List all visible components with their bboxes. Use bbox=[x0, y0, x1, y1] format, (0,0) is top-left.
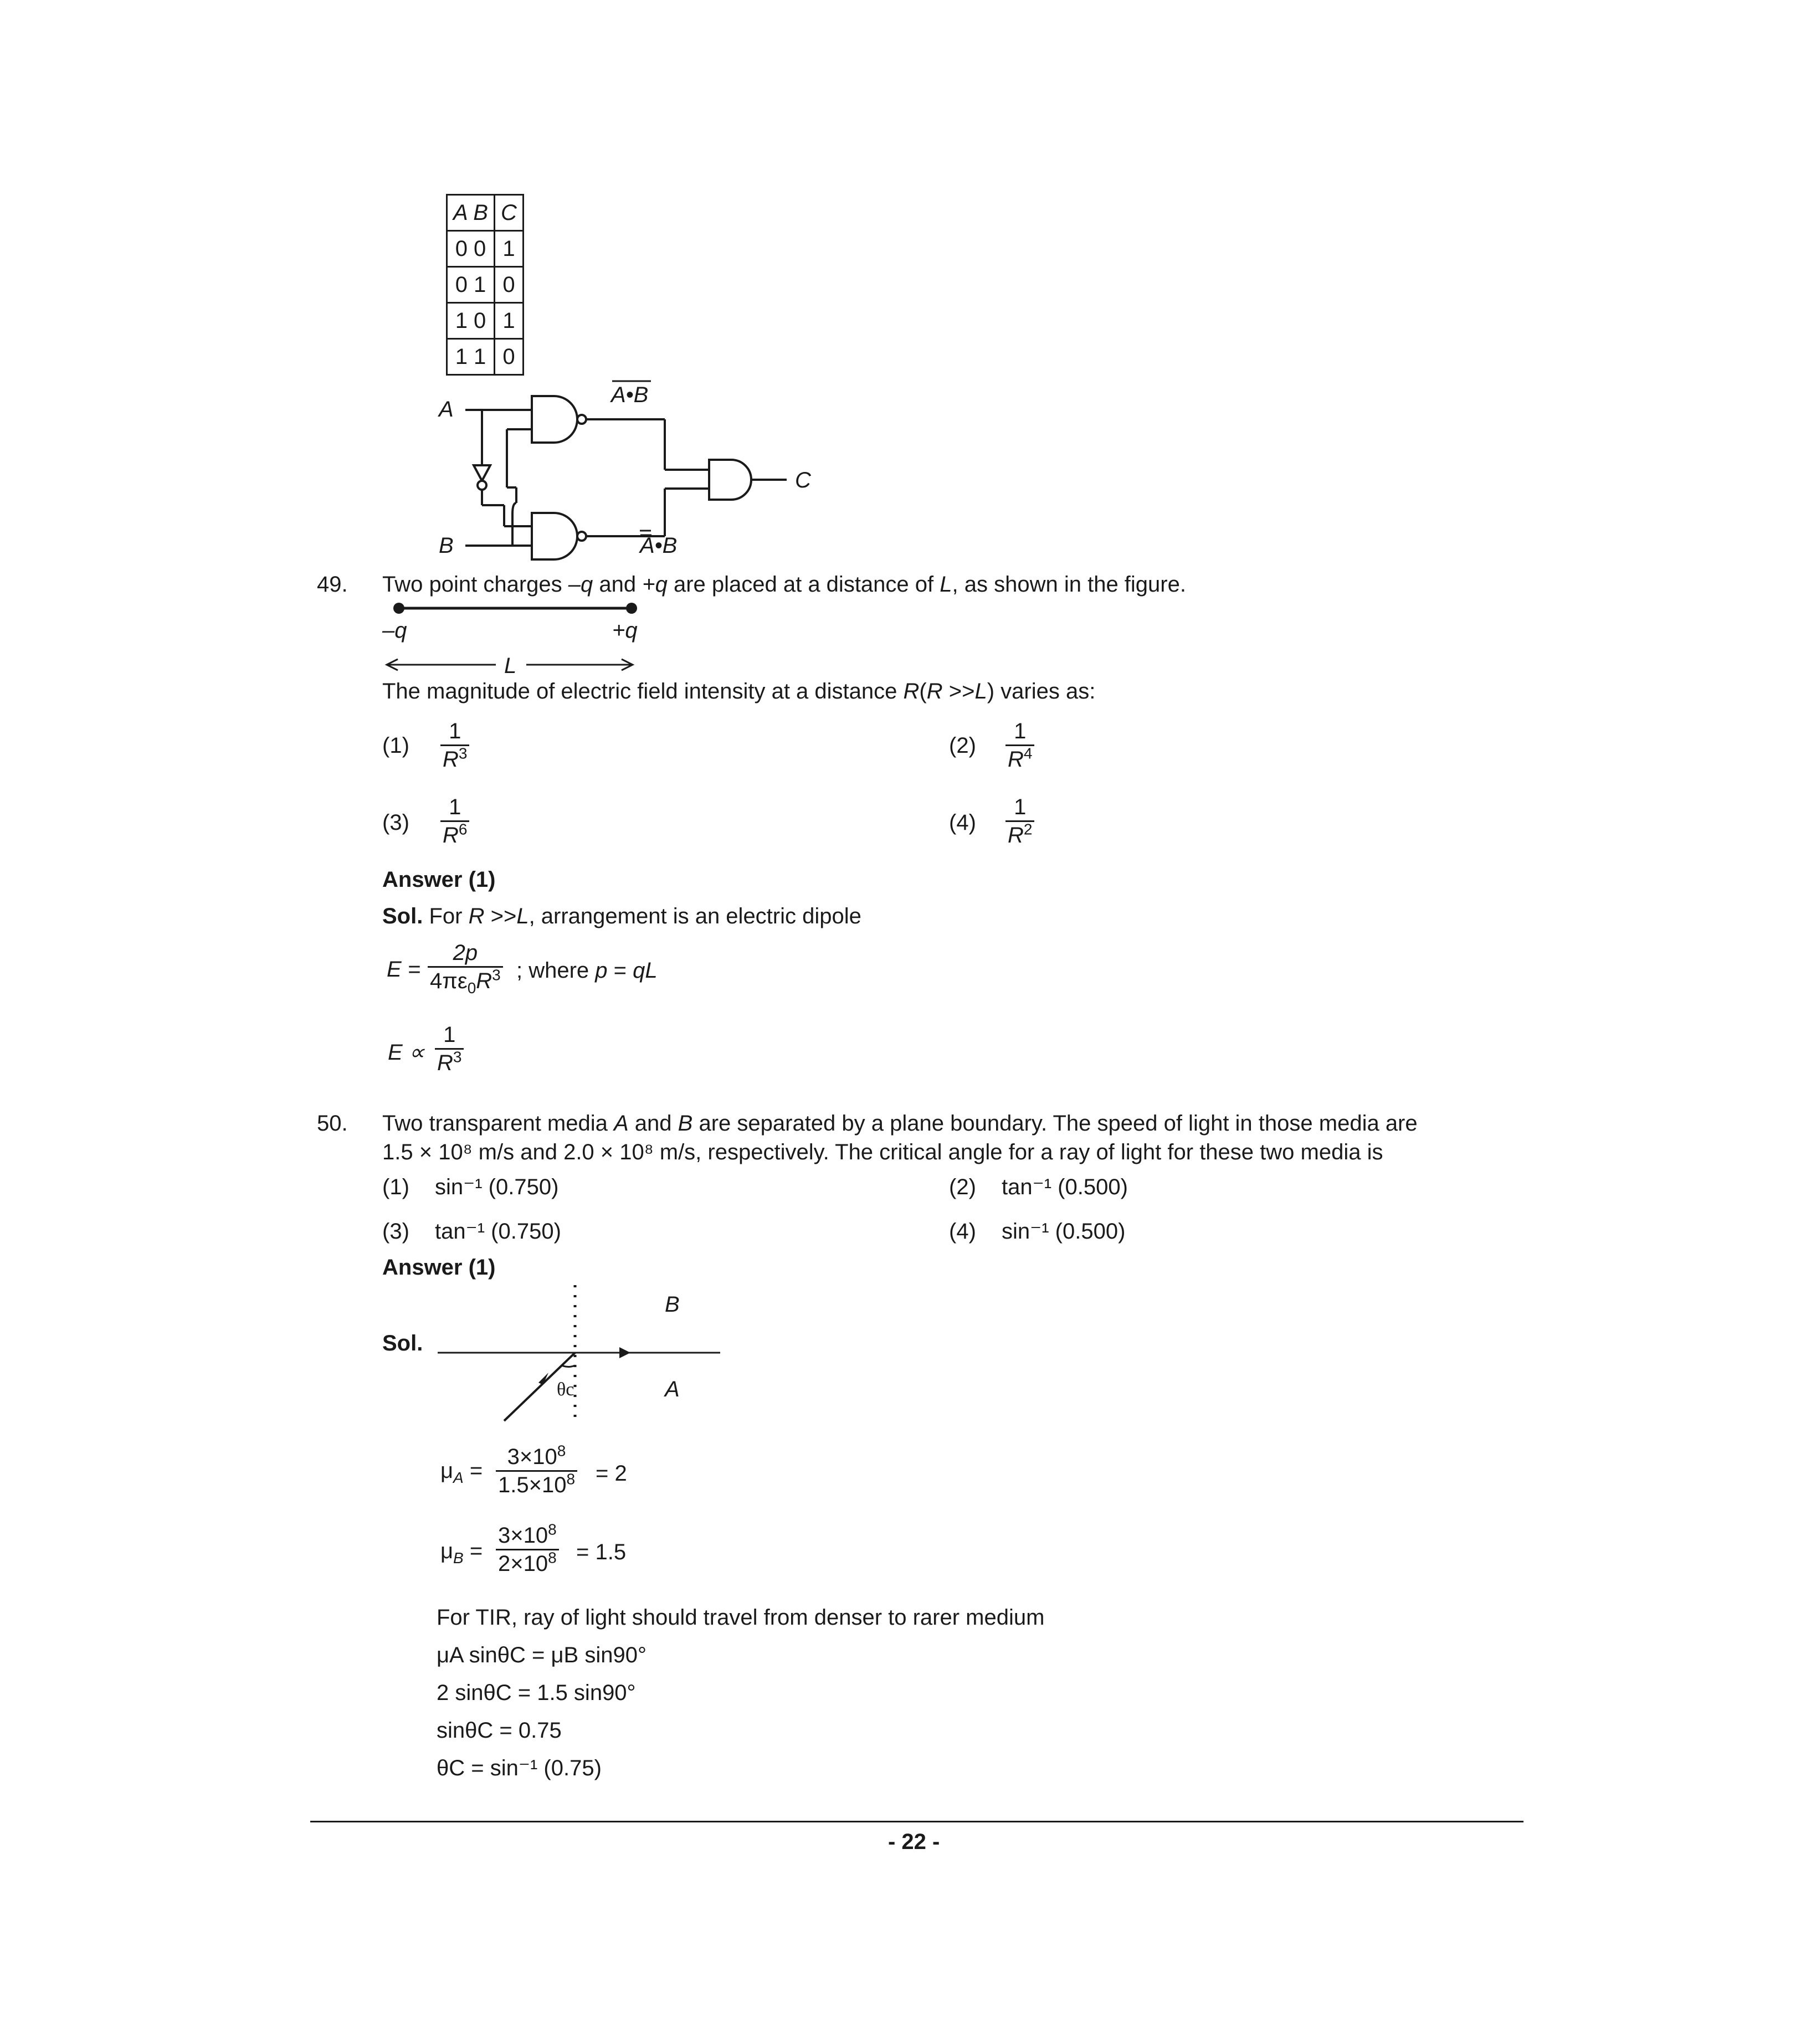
solution-step-3: sinθC = 0.75 bbox=[437, 1718, 562, 1743]
table-cell: 0 1 bbox=[447, 267, 495, 303]
stem-text: –q bbox=[568, 572, 593, 597]
q50-answer: Answer (1) bbox=[382, 1255, 496, 1280]
sol-text: R bbox=[468, 904, 485, 928]
q49-option-4-fraction bbox=[1005, 796, 1034, 846]
fraction-exponent: 6 bbox=[458, 820, 468, 838]
fraction-exponent: 3 bbox=[458, 744, 468, 762]
fraction-exponent: 8 bbox=[566, 1470, 576, 1488]
eq1-lhs: E = bbox=[387, 957, 421, 982]
mu-a-rhs: = 2 bbox=[596, 1461, 627, 1486]
table-cell: 1 1 bbox=[447, 339, 495, 375]
q50-option-2-text: tan⁻¹ (0.500) bbox=[1002, 1175, 1128, 1199]
prompt-text: R bbox=[926, 679, 943, 703]
truth-table-header-c: C bbox=[495, 195, 524, 231]
q50-option-3-text: tan⁻¹ (0.750) bbox=[435, 1219, 561, 1244]
fraction-numerator: 3×10 bbox=[507, 1445, 557, 1469]
footer-divider bbox=[310, 1821, 1523, 1822]
fraction-numerator: 1 bbox=[1014, 795, 1027, 819]
eq-text: = bbox=[607, 958, 633, 983]
eq2-lhs: E ∝ bbox=[388, 1040, 425, 1065]
q50-option-3-number: (3) bbox=[382, 1219, 409, 1244]
table-cell: 1 0 bbox=[447, 303, 495, 339]
q49-stem bbox=[382, 573, 1186, 595]
fraction-base: R bbox=[1008, 823, 1024, 848]
stem-text: A bbox=[614, 1111, 629, 1136]
fraction-exponent: 4 bbox=[1023, 744, 1033, 762]
stem-text: are separated by a plane boundary. The speed of light in those media are bbox=[692, 1111, 1418, 1136]
solution-step-1: μA sinθC = μB sin90° bbox=[437, 1643, 647, 1667]
top-gate-output-label: A•B bbox=[611, 383, 649, 407]
fraction-exponent: 8 bbox=[557, 1442, 566, 1460]
mu-subscript: B bbox=[453, 1549, 464, 1567]
fraction-numerator: 2p bbox=[453, 941, 478, 965]
prompt-text: The magnitude of electric field intensity at a distance bbox=[382, 679, 904, 703]
stem-text: Two transparent media bbox=[382, 1111, 614, 1136]
negative-charge-label: –q bbox=[382, 618, 407, 643]
q49-option-3-fraction bbox=[440, 796, 469, 846]
stem-text: are placed at a distance of bbox=[667, 572, 940, 597]
fraction-exponent: 3 bbox=[453, 1048, 462, 1066]
q50-option-4-number: (4) bbox=[949, 1219, 976, 1244]
table-row bbox=[447, 303, 524, 339]
eq2-fraction bbox=[435, 1024, 464, 1074]
stem-text: Two point charges bbox=[382, 572, 568, 597]
input-b-label: B bbox=[439, 533, 454, 558]
mu-b-rhs: = 1.5 bbox=[576, 1540, 627, 1564]
mu-a-fraction bbox=[496, 1442, 577, 1497]
prompt-text: >> bbox=[942, 679, 975, 703]
q49-answer: Answer (1) bbox=[382, 867, 496, 892]
input-a-label: A bbox=[439, 397, 454, 422]
table-row bbox=[447, 267, 524, 303]
q50-stem-line2: 1.5 × 10⁸ m/s and 2.0 × 10⁸ m/s, respectively. The critical angle for a ray of light for these two media is bbox=[382, 1140, 1383, 1164]
q49-option-1-fraction bbox=[440, 720, 469, 771]
truth-table bbox=[446, 194, 524, 376]
q49-option-3-number: (3) bbox=[382, 810, 409, 835]
stem-text: +q bbox=[642, 572, 668, 597]
fraction-denominator: 2×10 bbox=[498, 1552, 548, 1576]
table-cell: 0 bbox=[495, 339, 524, 375]
prompt-text: L bbox=[974, 679, 987, 703]
distance-label: L bbox=[504, 654, 517, 678]
logic-circuit-diagram bbox=[432, 377, 831, 565]
table-row bbox=[447, 339, 524, 375]
fraction-base: R bbox=[476, 969, 492, 993]
q50-option-2-number: (2) bbox=[949, 1175, 976, 1199]
bottom-gate-output-label: A•B bbox=[640, 533, 678, 558]
fraction-base: R bbox=[437, 1051, 453, 1075]
eq-sign: = bbox=[469, 1539, 483, 1563]
eq-text: qL bbox=[633, 958, 658, 983]
fraction-exponent: 8 bbox=[548, 1521, 557, 1538]
q49-option-2-number: (2) bbox=[949, 733, 976, 758]
eq-text: ; where bbox=[516, 958, 596, 983]
q50-option-4-text: sin⁻¹ (0.500) bbox=[1002, 1219, 1126, 1244]
stem-text: and bbox=[628, 1111, 678, 1136]
mu-a-lhs bbox=[440, 1458, 483, 1486]
solution-step-2: 2 sinθC = 1.5 sin90° bbox=[437, 1681, 636, 1705]
fraction-numerator: 1 bbox=[1014, 719, 1027, 743]
positive-charge-label: +q bbox=[612, 618, 638, 643]
eq-sign: = bbox=[469, 1458, 483, 1483]
truth-table-header-ab: A B bbox=[447, 195, 495, 231]
stem-text: , as shown in the figure. bbox=[952, 572, 1186, 597]
table-cell: 0 bbox=[495, 267, 524, 303]
sol-text: For bbox=[423, 904, 469, 928]
prompt-text: ) varies as: bbox=[987, 679, 1096, 703]
table-cell: 0 0 bbox=[447, 231, 495, 267]
eq1-fraction bbox=[428, 941, 503, 997]
fraction-exponent: 2 bbox=[1023, 820, 1033, 838]
question-number-49: 49. bbox=[317, 572, 348, 597]
mu-b-lhs bbox=[440, 1539, 483, 1567]
sol-text: , arrangement is an electric dipole bbox=[529, 904, 861, 928]
prompt-text: R bbox=[903, 679, 920, 703]
q49-option-2-fraction bbox=[1005, 720, 1034, 771]
fraction-denominator: 4πε bbox=[430, 969, 468, 993]
stem-text: L bbox=[940, 572, 952, 597]
q50-option-1-number: (1) bbox=[382, 1175, 409, 1199]
critical-angle-label: θc bbox=[557, 1379, 574, 1400]
sol-text: L bbox=[516, 904, 529, 928]
mu-subscript: A bbox=[453, 1469, 464, 1486]
tir-note: For TIR, ray of light should travel from denser to rarer medium bbox=[437, 1605, 1045, 1630]
sol-label: Sol. bbox=[382, 904, 423, 928]
mu-symbol: μ bbox=[440, 1458, 454, 1483]
q49-option-4-number: (4) bbox=[949, 810, 976, 835]
eq-text: p bbox=[595, 958, 608, 983]
fraction-base: R bbox=[443, 823, 459, 848]
eq1-tail bbox=[516, 959, 658, 982]
output-c-label: C bbox=[795, 468, 811, 492]
question-number-50: 50. bbox=[317, 1111, 348, 1136]
critical-angle-figure bbox=[432, 1285, 731, 1440]
mu-symbol: μ bbox=[440, 1539, 454, 1563]
table-cell: 1 bbox=[495, 231, 524, 267]
q49-prompt bbox=[382, 680, 1095, 702]
fraction-base: R bbox=[1008, 747, 1024, 772]
q49-option-1-number: (1) bbox=[382, 733, 409, 758]
fraction-numerator: 3×10 bbox=[498, 1523, 548, 1548]
fraction-subscript: 0 bbox=[467, 979, 476, 997]
table-row bbox=[447, 231, 524, 267]
stem-text: B bbox=[678, 1111, 693, 1136]
page-number: - 22 - bbox=[888, 1830, 940, 1854]
fraction-denominator: 1.5×10 bbox=[498, 1473, 567, 1497]
q50-sol-label: Sol. bbox=[382, 1331, 423, 1355]
table-cell: 1 bbox=[495, 303, 524, 339]
fraction-numerator: 1 bbox=[449, 795, 461, 819]
medium-b-label: B bbox=[665, 1292, 680, 1317]
q50-stem-line1 bbox=[382, 1112, 1418, 1134]
fraction-exponent: 3 bbox=[492, 966, 501, 984]
stem-text: and bbox=[593, 572, 643, 597]
q50-option-1-text: sin⁻¹ (0.750) bbox=[435, 1175, 559, 1199]
sol-text: >> bbox=[484, 904, 517, 928]
fraction-exponent: 8 bbox=[548, 1549, 557, 1567]
mu-b-fraction bbox=[496, 1521, 559, 1576]
medium-a-label: A bbox=[665, 1377, 680, 1401]
solution-step-4: θC = sin⁻¹ (0.75) bbox=[437, 1756, 602, 1780]
q49-solution-intro bbox=[382, 905, 861, 927]
fraction-numerator: 1 bbox=[449, 719, 461, 743]
fraction-numerator: 1 bbox=[443, 1023, 456, 1047]
prompt-text: ( bbox=[919, 679, 927, 703]
fraction-base: R bbox=[443, 747, 459, 772]
